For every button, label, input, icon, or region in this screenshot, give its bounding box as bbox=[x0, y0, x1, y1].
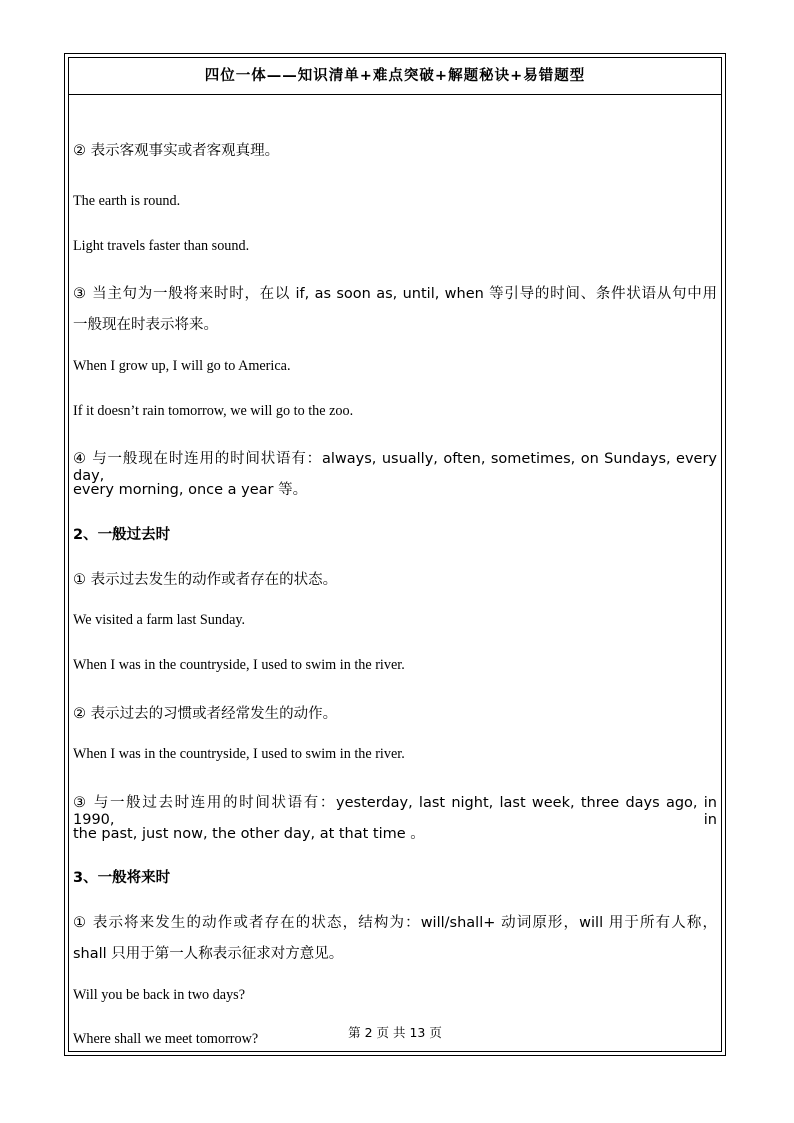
example-countryside-2: When I was in the countryside, I used to swim in the river. bbox=[73, 746, 405, 762]
point-3-line-2: 一般现在时表示将来。 bbox=[73, 317, 218, 333]
example-visited-farm: We visited a farm last Sunday. bbox=[73, 612, 246, 628]
page-inner-border bbox=[68, 57, 722, 1052]
point-3-line-1: ③ 当主句为一般将来时时，在以 if, as soon as, until, when 等引导的时间、条件状语从句中用 bbox=[73, 286, 717, 302]
future-point-1-line-2: shall 只用于第一人称表示征求对方意见。 bbox=[73, 946, 344, 962]
example-grow-up: When I grow up, I will go to America. bbox=[73, 358, 291, 374]
point-4-line-2: every morning, once a year 等。 bbox=[73, 482, 308, 498]
future-point-1-line-1: ① 表示将来发生的动作或者存在的状态，结构为：will/shall+ 动词原形，will 用于所有人称， bbox=[73, 915, 717, 931]
section-heading-simple-past: 2、一般过去时 bbox=[73, 527, 171, 543]
past-point-3-line-1: ③ 与一般过去时连用的时间状语有：yesterday, last night, last week, three days ago, in 1990, in bbox=[73, 795, 717, 828]
page-frame bbox=[64, 53, 726, 1056]
example-earth-round: The earth is round. bbox=[73, 193, 181, 209]
past-point-2: ② 表示过去的习惯或者经常发生的动作。 bbox=[73, 706, 338, 722]
page-number: 第 2 页 共 13 页 bbox=[348, 1025, 442, 1040]
point-4-line-1: ④ 与一般现在时连用的时间状语有：always, usually, often, sometimes, on Sundays, every day, bbox=[73, 451, 717, 484]
example-meet-tomorrow: Where shall we meet tomorrow? bbox=[73, 1031, 259, 1047]
past-point-3-line-2: the past, just now, the other day, at that time 。 bbox=[73, 826, 425, 842]
past-point-1: ① 表示过去发生的动作或者存在的状态。 bbox=[73, 572, 338, 588]
page-header-title: 四位一体——知识清单+难点突破+解题秘诀+易错题型 bbox=[69, 58, 721, 95]
example-countryside-1: When I was in the countryside, I used to swim in the river. bbox=[73, 657, 405, 673]
point-2-objective-truth: ② 表示客观事实或者客观真理。 bbox=[73, 143, 280, 159]
example-back-two-days: Will you be back in two days? bbox=[73, 987, 246, 1003]
section-heading-simple-future: 3、一般将来时 bbox=[73, 870, 171, 886]
example-light-sound: Light travels faster than sound. bbox=[73, 238, 250, 254]
example-rain-zoo: If it doesn’t rain tomorrow, we will go to the zoo. bbox=[73, 403, 354, 419]
